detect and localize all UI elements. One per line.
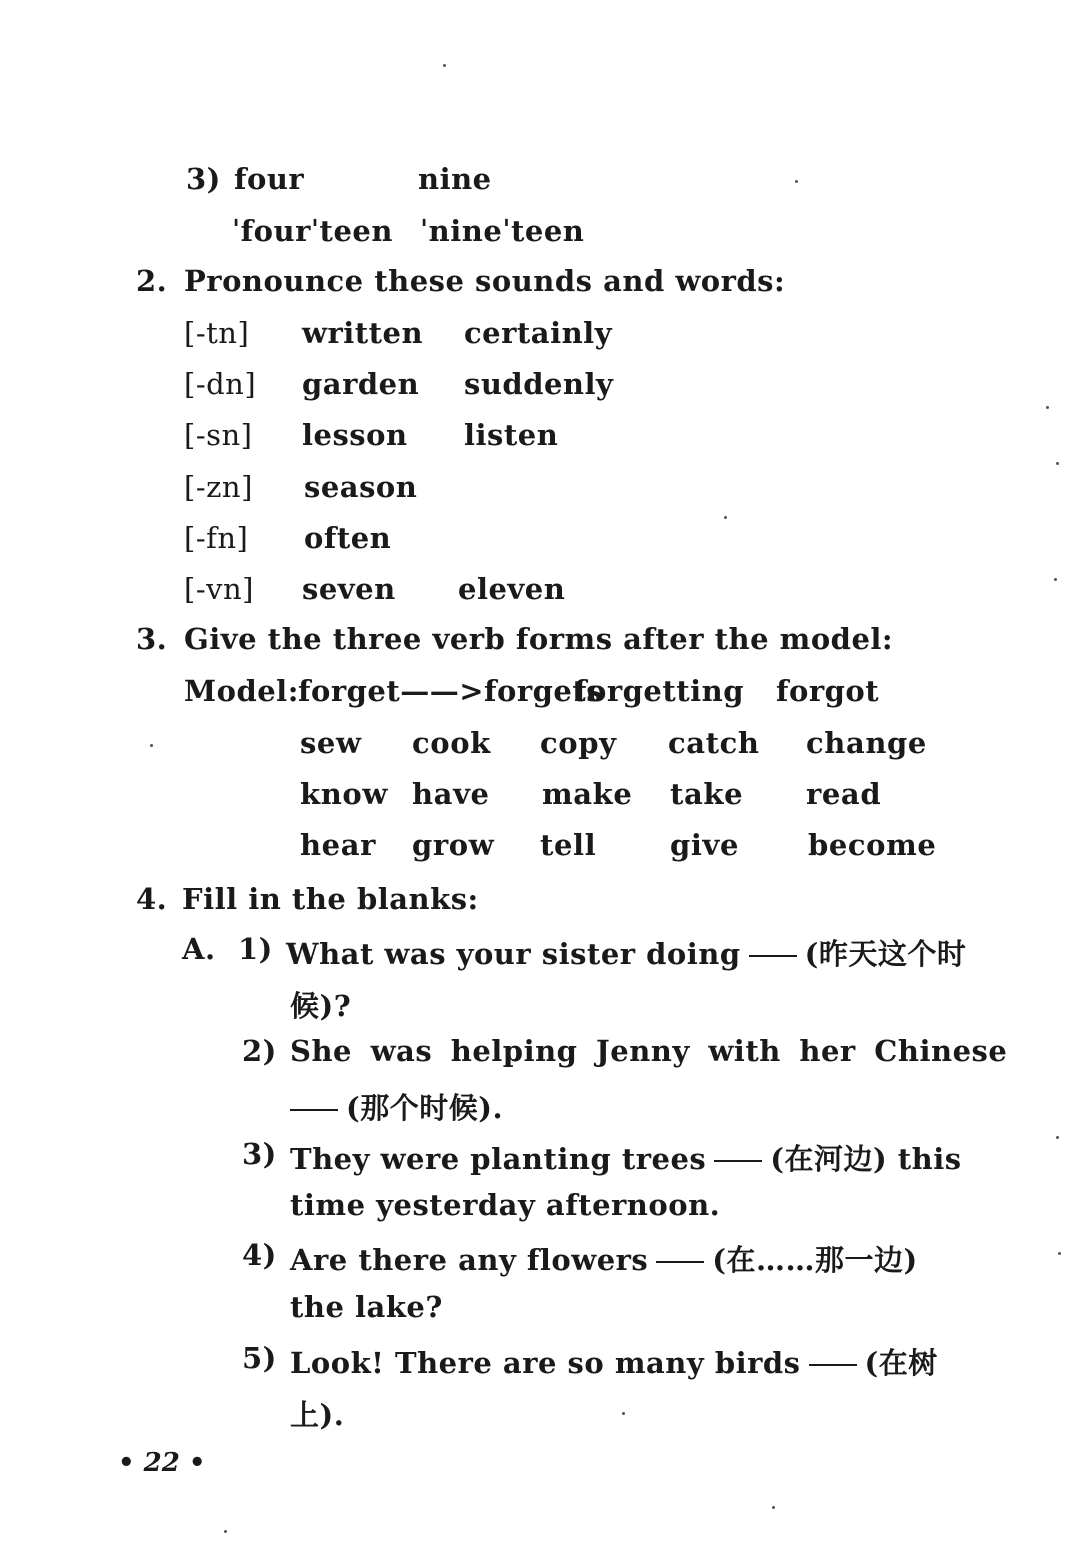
verb: cook bbox=[412, 726, 491, 760]
scan-speck bbox=[1056, 462, 1059, 465]
exercise-instruction: Pronounce these sounds and words: bbox=[184, 264, 786, 298]
verb: sew bbox=[300, 726, 362, 760]
word: eleven bbox=[458, 572, 566, 606]
part-label: A. bbox=[182, 932, 216, 966]
verb: copy bbox=[540, 726, 617, 760]
answer-blank[interactable] bbox=[290, 1109, 338, 1111]
hint-text: (那个时候). bbox=[346, 1091, 504, 1125]
sound-symbol: [-fn] bbox=[184, 521, 249, 555]
word: listen bbox=[464, 418, 559, 452]
verb: read bbox=[806, 777, 882, 811]
word: four bbox=[234, 162, 305, 196]
verb: become bbox=[808, 828, 937, 862]
verb: grow bbox=[412, 828, 495, 862]
sound-symbol: [-sn] bbox=[184, 418, 253, 452]
scan-speck bbox=[622, 1412, 625, 1415]
model-label: Model: bbox=[184, 674, 299, 708]
sound-symbol: [-tn] bbox=[184, 316, 250, 350]
bullet-icon: • bbox=[118, 1448, 144, 1478]
word: certainly bbox=[464, 316, 613, 350]
scan-speck bbox=[795, 180, 798, 183]
scan-speck bbox=[724, 516, 727, 519]
question-number: 5) bbox=[242, 1341, 277, 1375]
page-number-value: 22 bbox=[143, 1448, 180, 1478]
word: ˈfourˈteen bbox=[232, 214, 393, 248]
word: nine bbox=[418, 162, 492, 196]
word: written bbox=[302, 316, 424, 350]
word: garden bbox=[302, 367, 420, 401]
exercise-number: 4. bbox=[136, 882, 168, 916]
model-form: forget——>forgets bbox=[298, 674, 604, 708]
question-text bbox=[290, 1137, 962, 1178]
word: suddenly bbox=[464, 367, 614, 401]
verb: have bbox=[412, 777, 490, 811]
question-number: 2) bbox=[242, 1034, 277, 1068]
verb: make bbox=[542, 777, 633, 811]
verb: tell bbox=[540, 828, 597, 862]
word: ˈnineˈteen bbox=[420, 214, 585, 248]
verb: hear bbox=[300, 828, 377, 862]
answer-blank[interactable] bbox=[809, 1364, 857, 1366]
hint-text: (在河边) this bbox=[770, 1142, 962, 1176]
question-text-cont: the lake? bbox=[290, 1290, 443, 1324]
question-number: 1) bbox=[238, 932, 273, 966]
question-text-part: What was your sister doing bbox=[286, 937, 741, 971]
question-text-part: Are there any flowers bbox=[290, 1243, 649, 1277]
exercise-instruction: Fill in the blanks: bbox=[182, 882, 479, 916]
scan-speck bbox=[1056, 1136, 1059, 1139]
sound-symbol: [-zn] bbox=[184, 470, 253, 504]
answer-blank[interactable] bbox=[656, 1261, 704, 1263]
question-text-cont: 上). bbox=[290, 1398, 345, 1432]
sound-symbol: [-dn] bbox=[184, 367, 257, 401]
verb: know bbox=[300, 777, 388, 811]
verb: change bbox=[806, 726, 927, 760]
question-text: She was helping Jenny with her Chinese bbox=[290, 1034, 1008, 1068]
verb: catch bbox=[668, 726, 760, 760]
question-text-part: Look! There are so many birds bbox=[290, 1346, 801, 1380]
question-text bbox=[286, 932, 966, 973]
question-text-part: They were planting trees bbox=[290, 1142, 707, 1176]
question-text-cont bbox=[290, 1086, 503, 1127]
word: lesson bbox=[302, 418, 408, 452]
bullet-icon: • bbox=[179, 1448, 206, 1478]
answer-blank[interactable] bbox=[749, 955, 797, 957]
verb: take bbox=[670, 777, 744, 811]
hint-text: (昨天这个时 bbox=[804, 937, 967, 971]
exercise-number: 2. bbox=[136, 264, 168, 298]
page-number bbox=[118, 1448, 206, 1478]
exercise-number: 3. bbox=[136, 622, 168, 656]
scan-speck bbox=[1058, 1252, 1061, 1255]
question-text-cont: time yesterday afternoon. bbox=[290, 1188, 721, 1222]
scan-speck bbox=[224, 1530, 227, 1533]
question-text bbox=[290, 1238, 918, 1279]
hint-text: (在……那一边) bbox=[712, 1243, 918, 1277]
scan-speck bbox=[772, 1506, 775, 1509]
model-form: forgetting bbox=[574, 674, 744, 708]
question-text-cont: 候)? bbox=[290, 989, 352, 1023]
scan-speck bbox=[1054, 578, 1057, 581]
answer-blank[interactable] bbox=[714, 1160, 762, 1162]
sound-symbol: [-vn] bbox=[184, 572, 254, 606]
exercise-instruction: Give the three verb forms after the model: bbox=[184, 622, 894, 656]
verb: give bbox=[670, 828, 739, 862]
word: season bbox=[304, 470, 418, 504]
item-number: 3) bbox=[186, 162, 221, 196]
word: seven bbox=[302, 572, 396, 606]
scan-speck bbox=[1046, 406, 1049, 409]
scan-speck bbox=[150, 744, 153, 747]
question-text bbox=[290, 1341, 938, 1382]
hint-text: (在树 bbox=[864, 1346, 938, 1380]
model-form: forgot bbox=[776, 674, 880, 708]
question-number: 4) bbox=[242, 1238, 277, 1272]
scan-speck bbox=[443, 64, 446, 67]
word: often bbox=[304, 521, 392, 555]
question-number: 3) bbox=[242, 1137, 277, 1171]
